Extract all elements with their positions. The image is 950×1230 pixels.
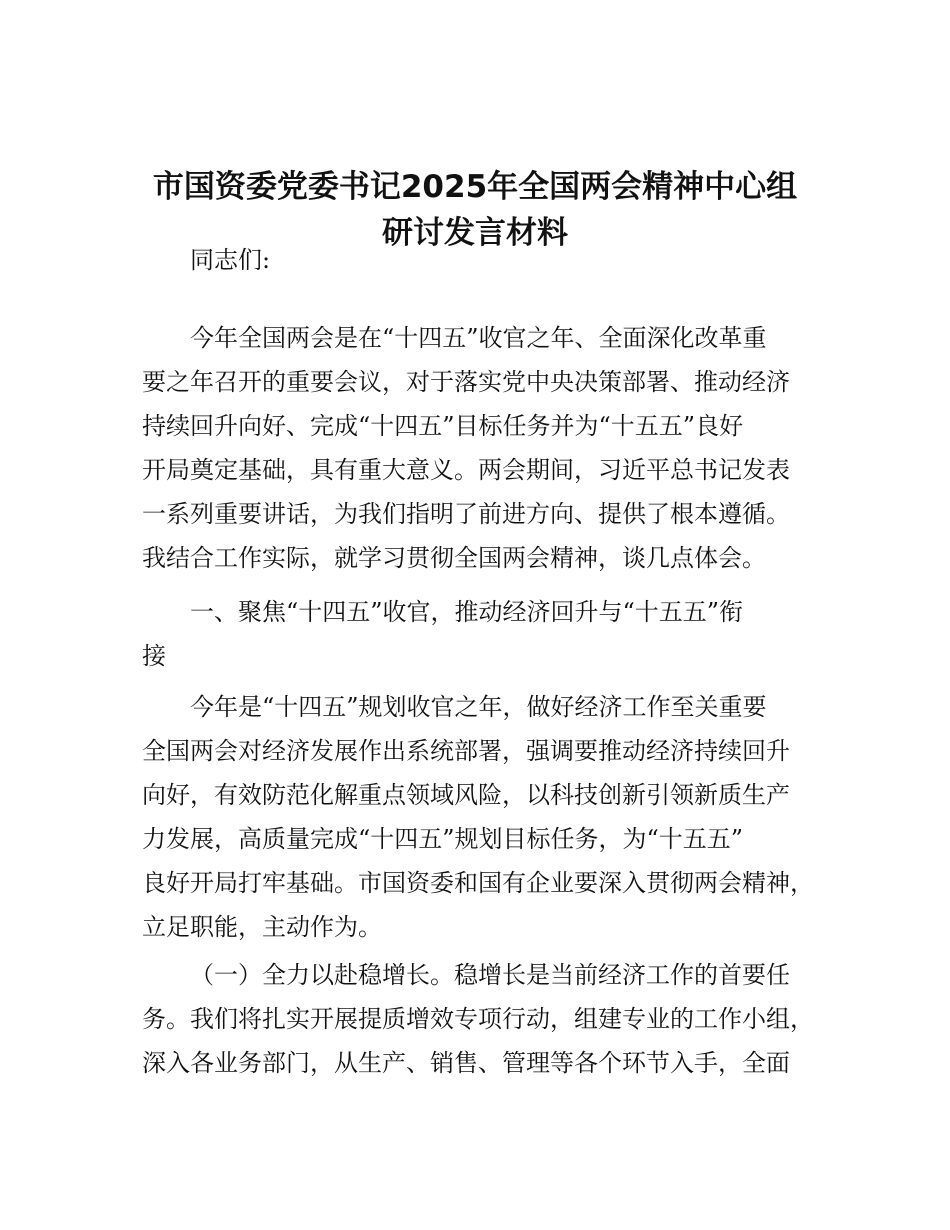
document-title-line-2: 研讨发言材料 (382, 215, 568, 251)
paragraph-line: 务。我们将扎实开展提质增效专项行动，组建专业的工作小组， (142, 1005, 814, 1033)
document-title-line-1: 市国资委党委书记2025年全国两会精神中心组 (152, 169, 798, 205)
section-heading: 接 (142, 642, 166, 670)
paragraph-line: 开局奠定基础，具有重大意义。两会期间，习近平总书记发表 (142, 456, 790, 484)
paragraph-line: 一系列重要讲话，为我们指明了前进方向、提供了根本遵循。 (142, 500, 790, 528)
paragraph-line: 力发展，高质量完成“十四五”规划目标任务，为“十五五” (142, 825, 744, 853)
paragraph-line: 立足职能，主动作为。 (142, 913, 382, 941)
paragraph-line: 我结合工作实际，就学习贯彻全国两会精神，谈几点体会。 (142, 544, 766, 572)
paragraph-line: 全国两会对经济发展作出系统部署，强调要推动经济持续回升 (142, 737, 790, 765)
salutation: 同志们: (190, 246, 271, 274)
paragraph-line: 深入各业务部门，从生产、销售、管理等各个环节入手，全面 (142, 1049, 790, 1077)
paragraph-line: 今年是“十四五”规划收官之年，做好经济工作至关重要 (190, 693, 767, 721)
section-heading: 一、聚焦“十四五”收官，推动经济回升与“十五五”衔 (190, 598, 744, 626)
paragraph-line: 今年全国两会是在“十四五”收官之年、全面深化改革重 (190, 324, 767, 352)
paragraph-line: （一）全力以赴稳增长。稳增长是当前经济工作的首要任 (190, 961, 790, 989)
paragraph-line: 向好，有效防范化解重点领域风险，以科技创新引领新质生产 (142, 781, 790, 809)
paragraph-line: 持续回升向好、完成“十四五”目标任务并为“十五五”良好 (142, 412, 744, 440)
paragraph-line: 良好开局打牢基础。市国资委和国有企业要深入贯彻两会精神， (142, 869, 814, 897)
paragraph-line: 要之年召开的重要会议，对于落实党中央决策部署、推动经济 (142, 368, 790, 396)
